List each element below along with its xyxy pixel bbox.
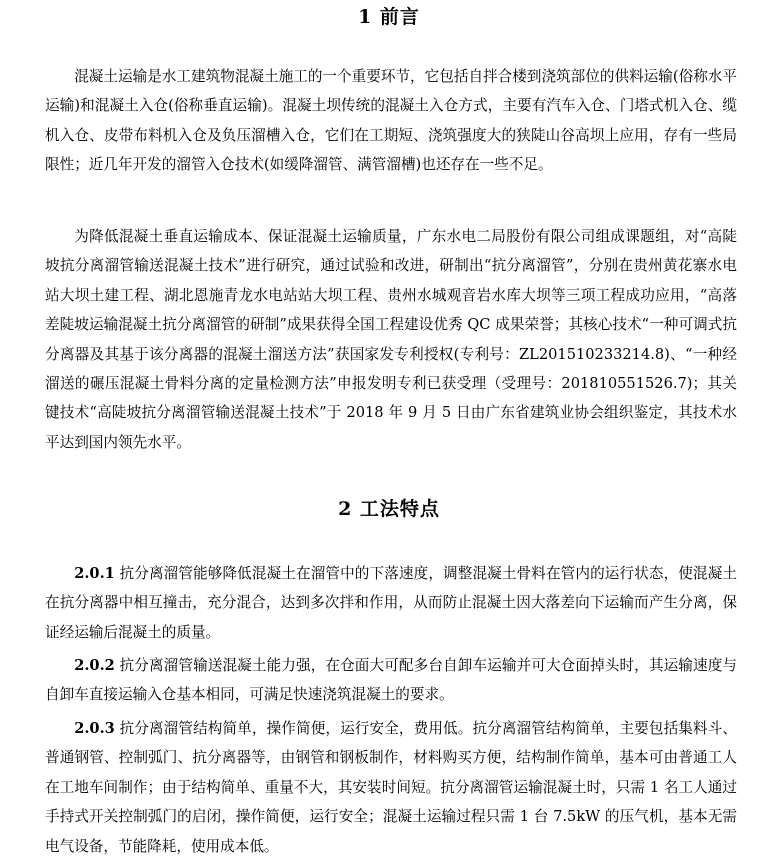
clause-text: 抗分离溜管结构简单，操作简便，运行安全，费用低。抗分离溜管结构简单，主要包括集料斗、普通钢管、控制弧门、抗分离器等，由钢管和钢板制作，材料购买方便，结构制作简单，基本可由普通工人在工地车间制作；由于结构简单、重量不大，其安装时间短。抗分离溜管运输混凝土时，只需 1 名工人通过手持式开关控制弧门的启闭，操作简便，运行安全；混凝土运输过程只需 1 台 7.5kW 的压气机，基本无需电气设备，节能降耗，使用成本低。 [45, 720, 737, 855]
clause-number: 2.0.3 [74, 720, 115, 737]
clause-2-0-1 [45, 559, 737, 647]
section-2-heading: 2 工法特点 [338, 498, 440, 520]
section-1-paragraph-1: 混凝土运输是水工建筑物混凝土施工的一个重要环节，它包括自拌合楼到浇筑部位的供料运输(俗称水平运输)和混凝土入仓(俗称垂直运输)。混凝土坝传统的混凝土入仓方式，主要有汽车入仓、门塔式机入仓、缆机入仓、皮带布料机入仓及负压溜槽入仓，它们在工期短、浇筑强度大的狭陡山谷高坝上应用，存有一些局限性；近几年开发的溜管入仓技术(如缓降溜管、满管溜槽)也还存在一些不足。 [45, 68, 737, 174]
clause-number: 2.0.2 [74, 657, 115, 674]
clause-text: 抗分离溜管能够降低混凝土在溜管中的下落速度，调整混凝土骨料在管内的运行状态，使混凝土在抗分离器中相互撞击，充分混合，达到多次拌和作用，从而防止混凝土因大落差向下运输而产生分离，保证经运输后混凝土的质量。 [45, 565, 737, 641]
clause-text: 抗分离溜管输送混凝土能力强，在仓面大可配多台自卸车运输并可大仓面掉头时，其运输速度与自卸车直接运输入仓基本相同，可满足快速浇筑混凝土的要求。 [45, 657, 737, 704]
clause-2-0-2 [45, 651, 737, 710]
clause-2-0-3 [45, 714, 737, 861]
section-1-paragraph-2: 为降低混凝土垂直运输成本、保证混凝土运输质量，广东水电二局股份有限公司组成课题组，对“高陡坡抗分离溜管输送混凝土技术”进行研究，通过试验和改进，研制出“抗分离溜管”，分别在贵州黄花寨水电站大坝土建工程、湖北恩施青龙水电站站大坝工程、贵州水城观音岩水库大坝等三项工程成功应用，“高落差陡坡运输混凝土抗分离溜管的研制”成果获得全国工程建设优秀 QC 成果荣誉；其核心技术“一种可调式抗分离器及其基于该分离器的混凝土溜送方法”获国家发专利授权(专利号：ZL201510233214.8)、“一种经溜送的碾压混凝土骨料分离的定量检测方法”申报发明专利已获受理（受理号：201810551526.7)；其关键技术“高陡坡抗分离溜管输送混凝土技术”于 2018 年 9 月 5 日由广东省建筑业协会组织鉴定，其技术水平达到国内领先水平。 [45, 228, 737, 451]
clause-number: 2.0.1 [74, 565, 115, 582]
section-1-heading: 1 前言 [358, 6, 420, 28]
